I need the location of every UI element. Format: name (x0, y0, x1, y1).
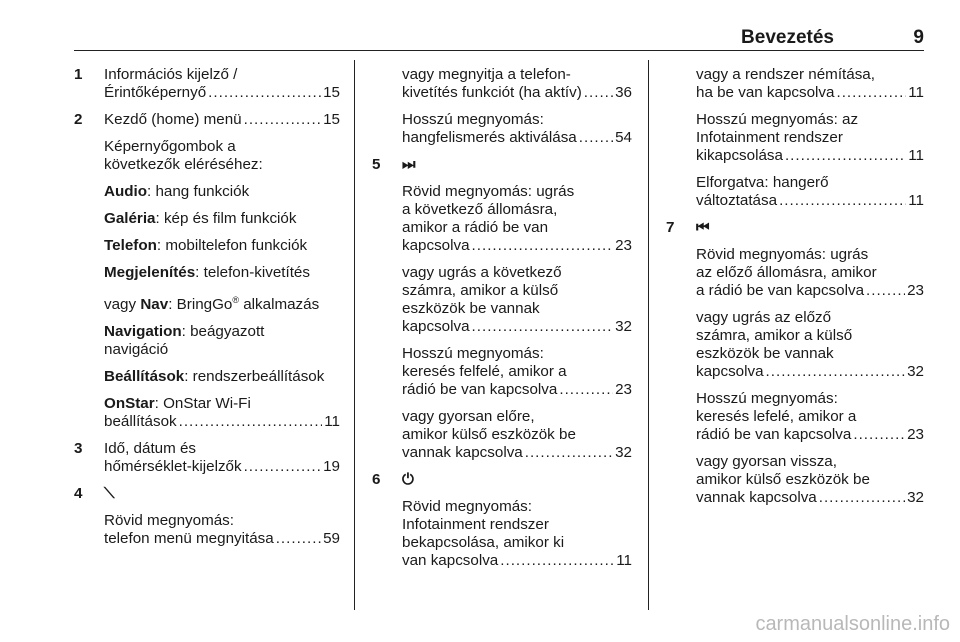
entry-3: 3 Idő, dátum és hőmérséklet-kijelzők ..... 19 (74, 440, 340, 476)
paragraph: vagy gyorsan előre, amikor külső eszközök be vannak kapcsolva ..... 32 (402, 408, 632, 462)
power-icon: ⏻ (402, 471, 414, 488)
paragraph: vagy ugrás az előző számra, amikor a külső eszközök be vannak kapcsolva ..... 32 (696, 309, 924, 381)
entry-6 (372, 471, 632, 489)
entry-number: 7 (666, 219, 675, 236)
page-ref: 19 (323, 458, 340, 476)
page-ref: 32 (907, 489, 924, 506)
column-divider-1 (354, 60, 355, 610)
toc-line: kapcsolva ..... 32 (402, 318, 632, 336)
toc-line: hőmérséklet-kijelzők ..... 19 (104, 458, 340, 476)
page-ref: 54 (615, 129, 632, 146)
paragraph: Hosszú megnyomás: keresés felfelé, amikor a rádió be van kapcsolva ..... 23 (402, 345, 632, 399)
page-ref: 32 (615, 444, 632, 461)
page-ref: 32 (907, 363, 924, 380)
paragraph: OnStar: OnStar Wi-Fi beállítások ..... 11 (104, 395, 340, 431)
toc-line: a rádió be van kapcsolva ..... 23 (696, 282, 924, 300)
paragraph: Hosszú megnyomás: keresés lefelé, amikor a rádió be van kapcsolva ..... 23 (696, 390, 924, 444)
page-ref: 11 (324, 413, 340, 431)
watermark-text: carmanualsonline.info (755, 613, 950, 635)
paragraph: Elforgatva: hangerő változtatása ..... 11 (696, 174, 924, 210)
page-ref: 11 (908, 84, 924, 101)
toc-line: ha be van kapcsolva ..... 11 (696, 84, 924, 102)
toc-line: kivetítés funkciót (ha aktív) ..... 36 (402, 84, 632, 102)
phone-icon: ⟍ (104, 485, 115, 503)
skip-forward-icon: ⏭ (402, 156, 416, 173)
paragraph: Megjelenítés: telefon-kivetítés (104, 264, 310, 281)
page-ref: 11 (908, 147, 924, 164)
page-ref: 11 (616, 552, 632, 569)
entry-number: 6 (372, 471, 381, 488)
page-ref: 23 (907, 426, 924, 443)
entry-number: 1 (74, 66, 83, 83)
page-ref: 59 (323, 530, 340, 548)
entry-2 (74, 111, 340, 129)
header-rule (74, 50, 924, 51)
paragraph: Rövid megnyomás: ugrás a következő állomásra, amikor a rádió be van kapcsolva ..... 23 (402, 183, 632, 255)
section-title: Bevezetés (741, 27, 834, 48)
page-number: 9 (913, 27, 924, 48)
paragraph: Rövid megnyomás: Infotainment rendszer bekapcsolása, amikor ki van kapcsolva ..... 11 (402, 498, 632, 570)
toc-line: hangfelismerés aktiválása ..... 54 (402, 129, 632, 147)
paragraph: vagy megnyitja a telefon- kivetítés funkciót (ha aktív) ..... 36 (402, 66, 632, 102)
page-ref: 15 (323, 84, 340, 101)
paragraph: Galéria: kép és film funkciók (104, 210, 297, 227)
toc-line: változtatása ..... 11 (696, 192, 924, 210)
page-ref: 36 (615, 84, 632, 101)
toc-line: rádió be van kapcsolva ..... 23 (402, 381, 632, 399)
paragraph: vagy Nav: BringGo® alkalmazás (104, 295, 320, 314)
entry-number: 5 (372, 156, 381, 173)
toc-line: kapcsolva ..... 23 (402, 237, 632, 255)
page-ref: 15 (323, 111, 340, 128)
column-1 (74, 66, 340, 557)
entry-5 (372, 156, 632, 174)
paragraph: vagy gyorsan vissza, amikor külső eszközök be vannak kapcsolva ..... 32 (696, 453, 924, 507)
column-3 (666, 66, 924, 516)
paragraph: Rövid megnyomás: telefon menü megnyitása ..... 59 (104, 512, 340, 548)
entry-number: 3 (74, 440, 83, 458)
paragraph: Audio: hang funkciók (104, 183, 250, 200)
entry-7 (666, 219, 924, 237)
paragraph: vagy a rendszer némítása, ha be van kapcsolva ..... 11 (696, 66, 924, 102)
page-ref: 11 (908, 192, 924, 209)
page-ref: 23 (615, 237, 632, 254)
paragraph: Hosszú megnyomás: hangfelismerés aktiválása ..... 54 (402, 111, 632, 147)
toc-line: Érintőképernyő ..... 15 (104, 84, 340, 102)
entry-number: 4 (74, 485, 83, 503)
entry-text: Információs kijelző / (104, 66, 238, 83)
entry-number: 2 (74, 111, 83, 128)
toc-line: van kapcsolva ..... 11 (402, 552, 632, 570)
paragraph: Telefon: mobiltelefon funkciók (104, 237, 308, 254)
toc-line: kikapcsolása ..... 11 (696, 147, 924, 165)
entry-4 (74, 485, 340, 503)
paragraph: Hosszú megnyomás: az Infotainment rendszer kikapcsolása ..... 11 (696, 111, 924, 165)
paragraph: vagy ugrás a következő számra, amikor a külső eszközök be vannak kapcsolva ..... 32 (402, 264, 632, 336)
skip-back-icon: ⏮ (696, 219, 710, 236)
toc-line: telefon menü megnyitása ..... 59 (104, 530, 340, 548)
column-divider-2 (648, 60, 649, 610)
paragraph: Rövid megnyomás: ugrás az előző állomásra, amikor a rádió be van kapcsolva ..... 23 (696, 246, 924, 300)
page-ref: 23 (615, 381, 632, 398)
toc-line: Kezdő (home) menü ..... 15 (104, 111, 340, 129)
column-2 (372, 66, 632, 579)
entry-1 (74, 66, 340, 102)
paragraph: Navigation: beágyazott navigáció (104, 323, 265, 359)
toc-line: vannak kapcsolva ..... 32 (696, 489, 924, 507)
page-ref: 23 (907, 282, 924, 299)
page-ref: 32 (615, 318, 632, 335)
paragraph: Beállítások: rendszerbeállítások (104, 368, 325, 386)
toc-line: rádió be van kapcsolva ..... 23 (696, 426, 924, 444)
toc-line: vannak kapcsolva ..... 32 (402, 444, 632, 462)
toc-line: beállítások ..... 11 (104, 413, 340, 431)
paragraph: Képernyőgombok a következők eléréséhez: (104, 138, 263, 173)
toc-line: kapcsolva ..... 32 (696, 363, 924, 381)
